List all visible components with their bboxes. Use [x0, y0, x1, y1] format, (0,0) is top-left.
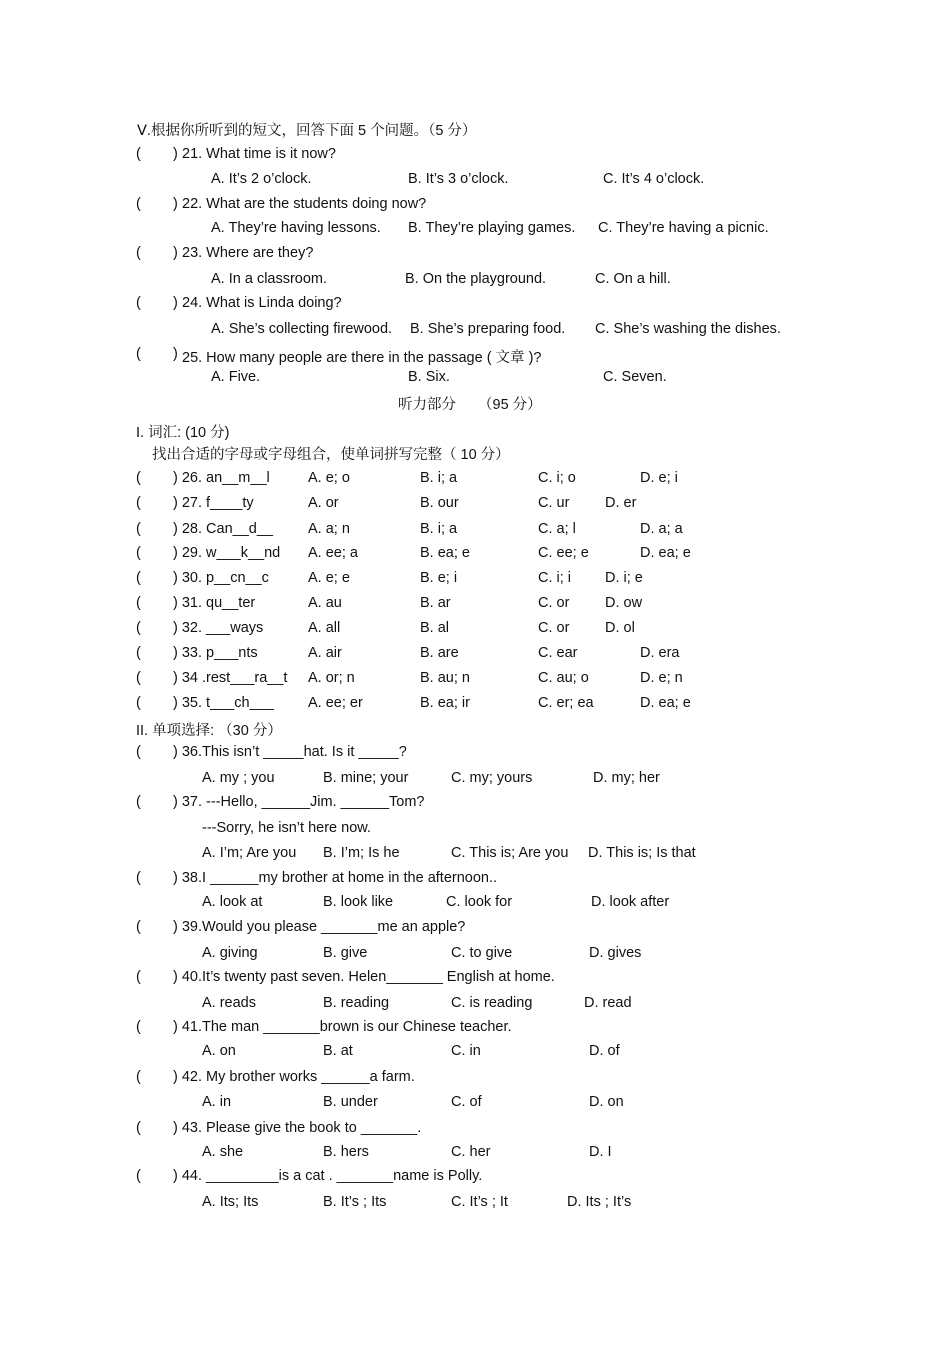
section5-header: Ⅴ.根据你所听到的短文，回答下面 5 个问题。（5 分） — [137, 123, 477, 139]
question-37-extra: ---Sorry, he isn’t here now. — [202, 820, 371, 836]
question-41-options: A. on B. at C. in D. of — [202, 1043, 620, 1059]
question-22: ( ) 22. What are the students doing now? — [136, 196, 427, 212]
question-25: ( ) 25. How many people are there in the passage ( 文章 )? — [136, 346, 542, 366]
question-25-options: A. Five. B. Six. C. Seven. — [211, 369, 667, 385]
question-42: ( ) 42. My brother works ______a farm. — [136, 1069, 415, 1085]
question-35: ( ) 35. t___ch___ A. ee; er B. ea; ir C. er; ea D. ea; e — [136, 695, 691, 711]
question-36-options: A. my ; you B. mine; your C. my; yours D. my; her — [202, 770, 660, 786]
section2-header: II. 单项选择: （30 分） — [136, 723, 282, 739]
question-38-options: A. look at B. look like C. look for D. look after — [202, 894, 670, 910]
question-23: ( ) 23. Where are they? — [136, 245, 314, 261]
question-31: ( ) 31. qu__ter A. au B. ar C. or D. ow — [136, 595, 643, 611]
question-33: ( ) 33. p___nts A. air B. are C. ear D. era — [136, 645, 680, 661]
question-26: ( ) 26. an__m__l A. e; o B. i; a C. i; o D. e; i — [136, 470, 678, 486]
question-21-options: A. It’s 2 o’clock. B. It’s 3 o’clock. C. It’s 4 o’clock. — [211, 171, 705, 187]
question-37: ( ) 37. ---Hello, ______Jim. ______Tom? — [136, 794, 425, 810]
question-44-options: A. Its; Its B. It’s ; Its C. It’s ; It D. Its ; It’s — [202, 1194, 632, 1210]
section1-header: I. 词汇: (10 分) — [136, 425, 230, 441]
question-42-options: A. in B. under C. of D. on — [202, 1094, 624, 1110]
question-27: ( ) 27. f____ty A. or B. our C. ur D. er — [136, 495, 637, 511]
question-44: ( ) 44. _________is a cat . _______name is Polly. — [136, 1168, 483, 1184]
question-21: ( ) 21. What time is it now? — [136, 146, 336, 162]
question-22-options: A. They’re having lessons. B. They’re playing games. C. They’re having a picnic. — [211, 220, 769, 236]
question-37-options: A. I’m; Are you B. I’m; Is he C. This is; Are you D. This is; Is that — [202, 845, 696, 861]
question-40-options: A. reads B. reading C. is reading D. read — [202, 995, 632, 1011]
question-28: ( ) 28. Can__d__ A. a; n B. i; a C. a; l D. a; a — [136, 521, 683, 537]
question-36: ( ) 36.This isn’t _____hat. Is it _____? — [136, 744, 407, 760]
question-24: ( ) 24. What is Linda doing? — [136, 295, 342, 311]
section1-subheader: 找出合适的字母或字母组合，使单词拼写完整（ 10 分） — [152, 447, 510, 463]
question-30: ( ) 30. p__cn__c A. e; e B. e; i C. i; i D. i; e — [136, 570, 643, 586]
question-39-options: A. giving B. give C. to give D. gives — [202, 945, 642, 961]
question-41: ( ) 41.The man _______brown is our Chinese teacher. — [136, 1019, 512, 1035]
listening-total: 听力部分 （95 分） — [398, 397, 542, 413]
question-40: ( ) 40.It’s twenty past seven. Helen_______ English at home. — [136, 969, 555, 985]
question-38: ( ) 38.I ______my brother at home in the afternoon.. — [136, 870, 498, 886]
question-23-options: A. In a classroom. B. On the playground. C. On a hill. — [211, 271, 671, 287]
question-34: ( ) 34 .rest___ra__t A. or; n B. au; n C. au; o D. e; n — [136, 670, 683, 686]
question-39: ( ) 39.Would you please _______me an apple? — [136, 919, 466, 935]
question-24-options: A. She’s collecting firewood. B. She’s preparing food. C. She’s washing the dishes. — [211, 321, 781, 337]
question-43-options: A. she B. hers C. her D. I — [202, 1144, 612, 1160]
question-29: ( ) 29. w___k__nd A. ee; a B. ea; e C. ee; e D. ea; e — [136, 545, 691, 561]
question-43: ( ) 43. Please give the book to _______. — [136, 1120, 422, 1136]
question-32: ( ) 32. ___ways A. all B. al C. or D. ol — [136, 620, 635, 636]
